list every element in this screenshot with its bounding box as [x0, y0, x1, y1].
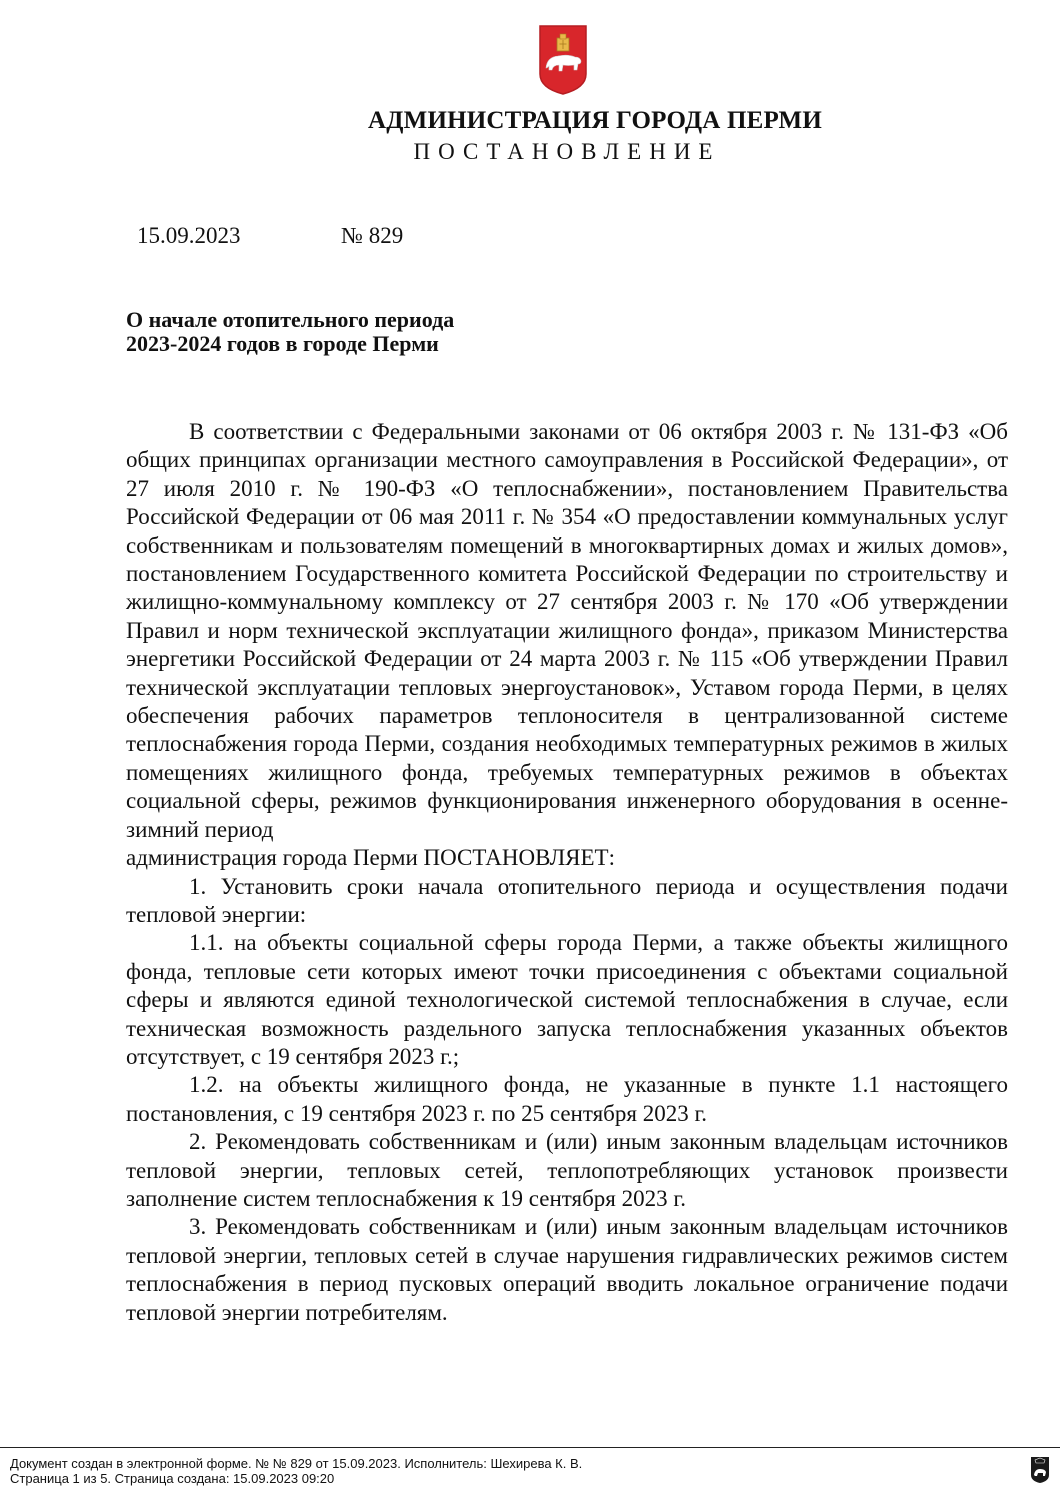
item-paragraph: 2. Рекомендовать собственникам и (или) иным законным владельцам источников тепловой энергии, тепловых сетей, теплопотребляющих установок произвести заполнение систем теплоснабжения к 19 сентября 2023 г. — [126, 1129, 1008, 1211]
item-paragraph: 1.2. на объекты жилищного фонда, не указанные в пункте 1.1 настоящего постановления, с 19 сентября 2023 г. по 25 сентября 2023 г. — [126, 1072, 1008, 1126]
resolves-line: администрация города Перми ПОСТАНОВЛЯЕТ: — [126, 845, 615, 871]
subject-line: О начале отопительного периода — [126, 307, 455, 332]
document-subject — [126, 308, 454, 356]
item-paragraph: 1.1. на объекты социальной сферы города Перми, а также объекты жилищного фонда, тепловые сети которых имеют точки присоединения с объектами социальной сферы и являются единой технологической системой теплоснабжения в случае, если техническая возможность раздельного запуска теплоснабжения указанных объектов отсутствует, с 19 сентября 2023 г.; — [126, 930, 1008, 1069]
item-paragraph: 3. Рекомендовать собственникам и (или) иным законным владельцам источников тепловой энергии, тепловых сетей в случае нарушения гидравлических режимов систем теплоснабжения в период пусковых операций вводить локальное ограничение подачи тепловой энергии потребителям. — [126, 1214, 1008, 1325]
footer-divider — [0, 1447, 1060, 1448]
document-date: 15.09.2023 — [137, 223, 241, 248]
item-paragraph: 1. Установить сроки начала отопительного периода и осуществления подачи тепловой энергии: — [126, 873, 1008, 927]
document-number: № 829 — [341, 223, 404, 248]
document-type: ПОСТАНОВЛЕНИЕ — [413, 139, 721, 164]
subject-line: 2023-2024 годов в городе Перми — [126, 331, 439, 356]
organization-title: АДМИНИСТРАЦИЯ ГОРОДА ПЕРМИ — [368, 107, 822, 134]
footer-line: Документ создан в электронной форме. № № 829 от 15.09.2023. Исполнитель: Шехирева К. В. — [10, 1456, 583, 1471]
footer-info — [10, 1456, 582, 1486]
perm-region-emblem-icon — [1030, 1456, 1050, 1484]
document-body — [126, 418, 1008, 1327]
footer-line: Страница 1 из 5. Страница создана: 15.09.2023 09:20 — [10, 1471, 335, 1486]
perm-coat-of-arms-icon — [538, 24, 588, 96]
preamble-paragraph: В соответствии с Федеральными законами от 06 октября 2003 г. № 131-ФЗ «Об общих принципах организации местного самоуправления в Российской Федерации», от 27 июля 2010 г. № 190-ФЗ «О теплоснабжении», постановлением Правительства Российской Федерации от 06 мая 2011 г. № 354 «О предоставлении коммунальных услуг собственникам и пользователям помещений в многоквартирных домах и жилых домов», постановлением Государственного комитета Российской Федерации по строительству и жилищно-коммунальному комплексу от 27 сентября 2003 г. № 170 «Об утверждении Правил и норм технической эксплуатации жилищного фонда», приказом Министерства энергетики Российской Федерации от 24 марта 2003 г. № 115 «Об утверждении Правил технической эксплуатации тепловых энергоустановок», Уставом города Перми, в целях обеспечения рабочих параметров теплоносителя в централизованной системе теплоснабжения города Перми, создания необходимых температурных режимов в жилых помещениях жилищного фонда, требуемых температурных режимов в объектах социальной сферы, режимов функционирования инженерного оборудования в осенне-зимний период — [126, 419, 1008, 842]
